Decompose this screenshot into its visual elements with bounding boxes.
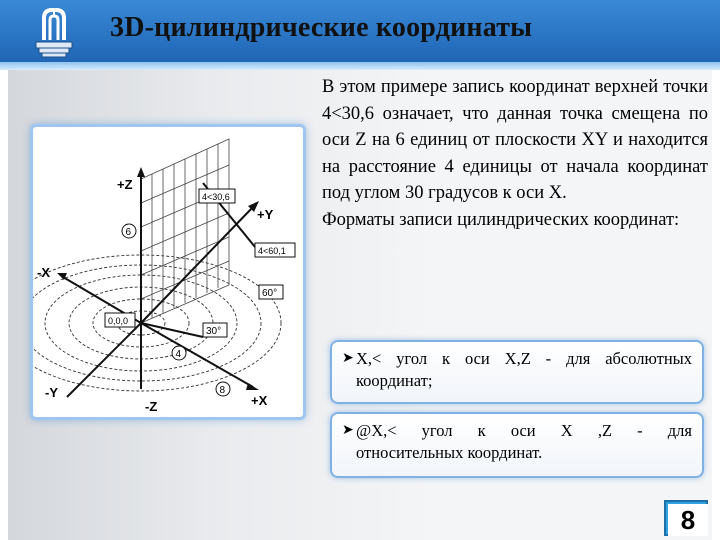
axis-label-plus-x: +X xyxy=(251,393,268,408)
header-bar xyxy=(0,0,720,66)
page-number-badge xyxy=(664,500,708,536)
formats-heading: Форматы записи цилиндрических координат: xyxy=(322,209,680,230)
cylindrical-coordinates-figure xyxy=(30,124,306,420)
description-text xyxy=(322,74,708,233)
bullet-text-line1: @X,< угол к оси X ,Z - для xyxy=(356,421,692,440)
point-label-side: 4<60,1 xyxy=(258,246,286,256)
axis-label-plus-z: +Z xyxy=(117,177,133,192)
axis-label-minus-z: -Z xyxy=(145,399,158,414)
coordinate-diagram xyxy=(33,127,303,417)
bullet-absolute-coordinates xyxy=(330,340,704,404)
bullet-text-line1: X,< угол к оси X,Z - для абсолютных xyxy=(356,349,692,368)
bullet-text-line2: координат; xyxy=(356,371,433,390)
angle-label-30: 30° xyxy=(206,326,222,337)
university-logo-icon xyxy=(30,6,78,60)
axis-label-plus-y: +Y xyxy=(257,207,274,222)
description-paragraph: В этом примере запись координат верхней точки 4<30,6 означает, что данная точка смещена по оси Z на 6 единиц от плоскости XY и находится на расстояние 4 единицы от начала координат под углом 30 градусов к оси X. xyxy=(322,77,708,203)
arrow-bullet-icon: ➤ xyxy=(342,351,354,366)
point-label-origin: 0,0,0 xyxy=(108,316,129,326)
bullet-text-line2: относительных координат. xyxy=(356,443,543,462)
arrow-bullet-icon: ➤ xyxy=(342,423,354,438)
axis-label-minus-y: -Y xyxy=(45,385,58,400)
header-stripe xyxy=(0,62,720,70)
bullet-relative-coordinates xyxy=(330,412,704,478)
tick-label-z-six: 6 xyxy=(125,227,132,238)
axis-label-minus-x: -X xyxy=(37,265,50,280)
page-title: 3D-цилиндрические координаты xyxy=(110,12,533,43)
tick-label-x-eight: 8 xyxy=(219,385,226,396)
angle-label-60: 60° xyxy=(262,288,278,299)
point-label-top: 4<30,6 xyxy=(202,192,230,202)
page-number: 8 xyxy=(668,504,708,536)
tick-label-x-four: 4 xyxy=(175,349,182,360)
